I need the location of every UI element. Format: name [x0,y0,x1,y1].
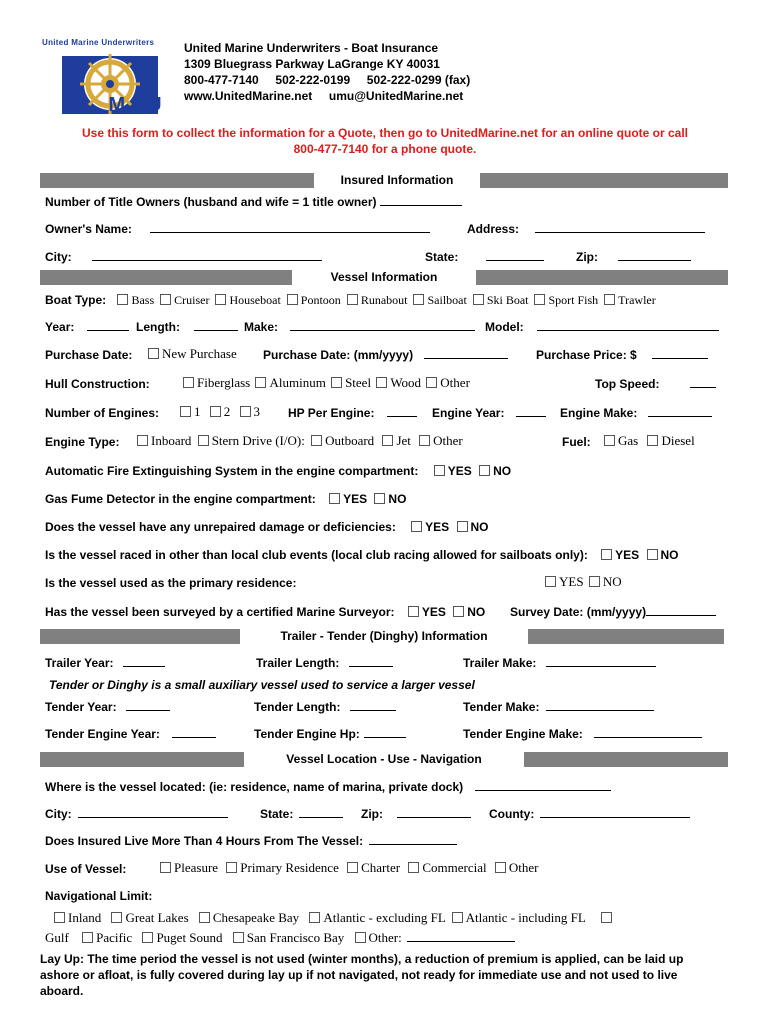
hp-per-engine-label: HP Per Engine: [288,406,375,420]
vessel-location-row [45,780,611,794]
length-label: Length: [136,320,180,334]
hull-fiberglass[interactable]: Fiberglass [183,375,250,390]
question-raced-label: Is the vessel raced in other than local club events (local club racing allowed for sailboats only): [45,548,588,562]
header-address: 1309 Bluegrass Parkway LaGrange KY 40031 [184,57,440,71]
logo [40,38,184,120]
engine-type-label: Engine Type: [45,435,120,449]
header-phones: 800-477-7140 502-222-0199 502-222-0299 (fax) [184,73,471,87]
engine-count-2[interactable]: 2 [210,404,231,419]
tender-make-field[interactable] [546,700,654,711]
nav-gulf-checkbox[interactable] [601,910,615,925]
nav-other-field[interactable] [407,931,515,942]
survey-date-field[interactable] [646,605,716,616]
use-commercial[interactable]: Commercial [408,860,486,875]
trailer-year-field[interactable] [123,656,165,667]
owners-count-label: Number of Title Owners (husband and wife = 1 title owner) [45,195,377,209]
address-field[interactable] [535,222,705,233]
loc-zip-label: Zip: [361,807,383,821]
loc-state-field[interactable] [299,807,343,818]
zip-label: Zip: [576,250,598,264]
trailer-make-field[interactable] [546,656,656,667]
section-bar-right [480,173,728,188]
loc-state-label: State: [260,807,294,821]
header-web: www.UnitedMarine.net umu@UnitedMarine.net [184,89,464,103]
hull-steel[interactable]: Steel [331,375,371,390]
tender-engine-hp-field[interactable] [364,727,406,738]
tender-year-label: Tender Year: [45,700,117,714]
nav-atlantic-excluding-fl[interactable]: Atlantic - excluding FL [309,910,445,925]
section-trailer: Trailer - Tender (Dinghy) Information [280,629,488,643]
make-field[interactable] [290,320,475,331]
state-field[interactable] [486,250,544,261]
hull-aluminum[interactable]: Aluminum [255,375,325,390]
fuel-label: Fuel: [562,435,591,449]
boat-type-ski-boat[interactable]: Ski Boat [473,293,529,307]
fuel-diesel[interactable]: Diesel [647,433,694,448]
section-bar-right [528,629,724,644]
nav-chesapeake-bay[interactable]: Chesapeake Bay [199,910,299,925]
section-bar-left [40,629,240,644]
layup-line-1: Lay Up: The time period the vessel is not used (winter months), a reduction of premium is applied, can be laid up [40,952,684,966]
notice-line-1: Use this form to collect the information for a Quote, then go to UnitedMarine.net for an online quote or call [81,126,689,140]
survey-date-row [510,605,716,619]
purchase-price-label: Purchase Price: $ [536,348,637,362]
boat-type-houseboat[interactable]: Houseboat [215,293,280,307]
nav-row-1 [54,910,615,926]
logo-brand-text: United Marine Underwriters [42,38,155,47]
damage-yes[interactable]: YES [411,520,449,534]
fire-yes[interactable]: YES [434,464,472,478]
boat-type-bass[interactable]: Bass [117,293,154,307]
survey-date-label: Survey Date: (mm/yyyy) [510,605,647,619]
boat-type-label: Boat Type: [45,293,107,307]
owners-count-row [45,195,462,209]
purchase-price-field[interactable] [652,348,708,359]
layup-line-2: ashore or afloat, is fully covered during lay up if not navigated, not ready for immediate use and not used to live [40,968,678,982]
owner-name-field[interactable] [150,222,430,233]
boat-type-trawler[interactable]: Trawler [604,293,656,307]
tender-length-field[interactable] [350,700,396,711]
tender-engine-year-label: Tender Engine Year: [45,727,160,741]
section-bar-right [524,752,728,767]
nav-other[interactable]: Other: [355,930,402,945]
tender-note: Tender or Dinghy is a small auxiliary vessel used to service a larger vessel [49,678,475,692]
top-speed-label: Top Speed: [595,377,660,391]
boat-type-sport-fish[interactable]: Sport Fish [534,293,598,307]
engine-type-other[interactable]: Other [419,433,463,448]
zip-field[interactable] [618,250,691,261]
hull-options [183,375,470,391]
section-vessel: Vessel Information [330,270,438,284]
question-residence-options [545,574,622,590]
trailer-make-label: Trailer Make: [463,656,537,670]
nav-atlantic-including-fl[interactable]: Atlantic - including FL [452,910,586,925]
boat-type-sailboat[interactable]: Sailboat [413,293,466,307]
question-fume [45,492,406,506]
four-hours-row [45,834,457,848]
boat-type-runabout[interactable]: Runabout [347,293,408,307]
nav-great-lakes[interactable]: Great Lakes [111,910,188,925]
purchase-date-field[interactable] [424,348,508,359]
layup-note [40,951,730,999]
city-field[interactable] [92,250,322,261]
num-engines-label: Number of Engines: [45,406,160,420]
question-damage-label: Does the vessel have any unrepaired damage or deficiencies: [45,520,396,534]
company-header [184,40,470,104]
notice-line-2: 800-477-7140 for a phone quote. [293,142,477,156]
engine-type-stern-drive[interactable]: Stern Drive (I/O): [198,433,305,448]
loc-county-field[interactable] [540,807,690,818]
engine-make-label: Engine Make: [560,406,638,420]
tender-engine-make-label: Tender Engine Make: [463,727,583,741]
boat-type-cruiser[interactable]: Cruiser [160,293,209,307]
fuel-options [604,433,695,449]
hull-wood[interactable]: Wood [376,375,421,390]
trailer-year-label: Trailer Year: [45,656,114,670]
fire-no[interactable]: NO [479,464,511,478]
top-speed-field[interactable] [690,377,716,388]
tender-engine-hp-label: Tender Engine Hp: [254,727,360,741]
section-location: Vessel Location - Use - Navigation [286,752,482,766]
question-fire-label: Automatic Fire Extinguishing System in the engine compartment: [45,464,419,478]
engine-type-jet[interactable]: Jet [382,433,410,448]
use-label: Use of Vessel: [45,862,127,876]
engine-year-field[interactable] [516,406,546,417]
fuel-gas[interactable]: Gas [604,433,638,448]
raced-no[interactable]: NO [647,548,679,562]
fume-yes[interactable]: YES [329,492,367,506]
four-hours-field[interactable] [369,834,457,845]
model-field[interactable] [537,320,719,331]
length-field[interactable] [194,320,238,331]
nav-row-2 [45,930,515,946]
tender-length-label: Tender Length: [254,700,341,714]
question-residence-label: Is the vessel used as the primary residence: [45,576,297,590]
vessel-location-field[interactable] [475,780,611,791]
header-title: United Marine Underwriters - Boat Insurance [184,41,439,55]
engine-count-3[interactable]: 3 [240,404,261,419]
question-damage [45,520,489,534]
layup-line-3: aboard. [40,984,84,998]
residence-yes[interactable]: YES [545,574,584,589]
engine-type-outboard[interactable]: Outboard [311,433,374,448]
tender-make-label: Tender Make: [463,700,540,714]
trailer-length-label: Trailer Length: [256,656,340,670]
question-raced [45,548,679,562]
engine-type-options [137,433,463,449]
loc-county-label: County: [489,807,535,821]
year-label: Year: [45,320,75,334]
make-label: Make: [244,320,279,334]
tender-engine-make-field[interactable] [594,727,702,738]
residence-no[interactable]: NO [589,574,622,589]
nav-limit-label: Navigational Limit: [45,889,153,903]
engine-year-label: Engine Year: [432,406,505,420]
purchase-date-label: Purchase Date: [45,348,133,362]
year-field[interactable] [87,320,129,331]
loc-city-field[interactable] [78,807,228,818]
nav-inland[interactable]: Inland [54,910,101,925]
loc-zip-field[interactable] [397,807,471,818]
model-label: Model: [485,320,524,334]
use-pleasure[interactable]: Pleasure [160,860,218,875]
notice [40,125,730,157]
tender-engine-year-field[interactable] [172,727,216,738]
tender-year-field[interactable] [126,700,170,711]
use-charter[interactable]: Charter [347,860,400,875]
use-other[interactable]: Other [495,860,539,875]
owners-count-field[interactable] [380,195,462,206]
boat-type-pontoon[interactable]: Pontoon [287,293,341,307]
engine-type-inboard[interactable]: Inboard [137,433,191,448]
hull-label: Hull Construction: [45,377,150,391]
section-bar-right [476,270,728,285]
owner-name-label: Owner's Name: [45,222,132,236]
engine-count-options [180,404,260,420]
trailer-length-field[interactable] [349,656,393,667]
surveyed-yes[interactable]: YES [408,605,446,619]
use-options [160,860,538,876]
raced-yes[interactable]: YES [601,548,639,562]
engine-count-1[interactable]: 1 [180,404,201,419]
nav-puget-sound[interactable]: Puget Sound [142,930,222,945]
use-primary-residence[interactable]: Primary Residence [226,860,339,875]
nav-gulf-label: Gulf [45,930,69,945]
fume-no[interactable]: NO [374,492,406,506]
address-label: Address: [467,222,520,236]
damage-no[interactable]: NO [457,520,489,534]
hull-other[interactable]: Other [426,375,470,390]
city-label: City: [45,250,72,264]
state-label: State: [425,250,459,264]
boat-type-row [45,293,656,308]
purchase-date-fmt-label: Purchase Date: (mm/yyyy) [263,348,414,362]
logo-letters: UMU [72,94,184,116]
engine-make-field[interactable] [648,406,712,417]
loc-city-label: City: [45,807,72,821]
new-purchase-checkbox[interactable]: New Purchase [148,346,237,362]
nav-pacific[interactable]: Pacific [82,930,132,945]
surveyed-no[interactable]: NO [453,605,485,619]
section-bar-left [40,173,314,188]
question-fume-label: Gas Fume Detector in the engine compartment: [45,492,316,506]
hp-per-engine-field[interactable] [387,406,417,417]
question-fire [45,464,511,478]
section-insured: Insured Information [340,173,454,187]
nav-san-francisco-bay[interactable]: San Francisco Bay [233,930,344,945]
section-bar-left [40,752,244,767]
section-bar-left [40,270,292,285]
question-surveyed [45,605,485,619]
question-surveyed-label: Has the vessel been surveyed by a certified Marine Surveyor: [45,605,395,619]
vessel-location-label: Where is the vessel located: (ie: residence, name of marina, private dock) [45,780,464,794]
four-hours-label: Does Insured Live More Than 4 Hours From The Vessel: [45,834,364,848]
